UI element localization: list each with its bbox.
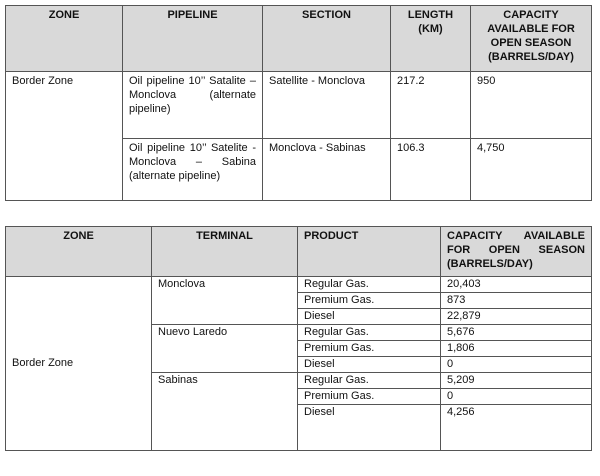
product-cell: Regular Gas.: [298, 277, 441, 293]
header-terminal: TERMINAL: [152, 227, 298, 277]
terminal-cell: Sabinas: [152, 373, 298, 451]
table-row: [6, 277, 592, 293]
length-cell: 217.2: [391, 72, 471, 139]
product-cell: Regular Gas.: [298, 373, 441, 389]
zone-cell: Border Zone: [6, 72, 123, 201]
product-cell: Diesel: [298, 309, 441, 325]
header-length: LENGTH (KM): [391, 6, 471, 72]
capacity-cell: 873: [441, 293, 592, 309]
header-section: SECTION: [263, 6, 391, 72]
header-capacity: CAPACITY AVAILABLE FOR OPEN SEASON (BARRELS/DAY): [471, 6, 592, 72]
product-cell: Premium Gas.: [298, 293, 441, 309]
length-cell: 106.3: [391, 139, 471, 201]
header-zone: ZONE: [6, 6, 123, 72]
product-cell: Diesel: [298, 357, 441, 373]
section-cell: Satellite - Monclova: [263, 72, 391, 139]
product-cell: Diesel: [298, 405, 441, 451]
section-cell: Monclova - Sabinas: [263, 139, 391, 201]
header-zone: ZONE: [6, 227, 152, 277]
header-product: PRODUCT: [298, 227, 441, 277]
product-cell: Premium Gas.: [298, 341, 441, 357]
pipeline-cell: Oil pipeline 10’’ Satalite – Monclova (alternate pipeline): [123, 72, 263, 139]
capacity-cell: 5,209: [441, 373, 592, 389]
capacity-cell: 4,256: [441, 405, 592, 451]
zone-cell: Border Zone: [6, 277, 152, 451]
capacity-cell: 5,676: [441, 325, 592, 341]
capacity-cell: 22,879: [441, 309, 592, 325]
product-cell: Regular Gas.: [298, 325, 441, 341]
capacity-cell: 950: [471, 72, 592, 139]
header-pipeline: PIPELINE: [123, 6, 263, 72]
product-cell: Premium Gas.: [298, 389, 441, 405]
capacity-cell: 0: [441, 389, 592, 405]
pipeline-cell: Oil pipeline 10’’ Satelite -Monclova – Sabina (alternate pipeline): [123, 139, 263, 201]
capacity-cell: 0: [441, 357, 592, 373]
capacity-cell: 4,750: [471, 139, 592, 201]
terminal-cell: Nuevo Laredo: [152, 325, 298, 373]
capacity-cell: 1,806: [441, 341, 592, 357]
pipeline-capacity-table: [5, 5, 592, 201]
header-capacity: CAPACITY AVAILABLE FOR OPEN SEASON (BARRELS/DAY): [441, 227, 592, 277]
terminal-cell: Monclova: [152, 277, 298, 325]
capacity-cell: 20,403: [441, 277, 592, 293]
table-row: [6, 72, 592, 139]
terminal-capacity-table: [5, 226, 592, 451]
